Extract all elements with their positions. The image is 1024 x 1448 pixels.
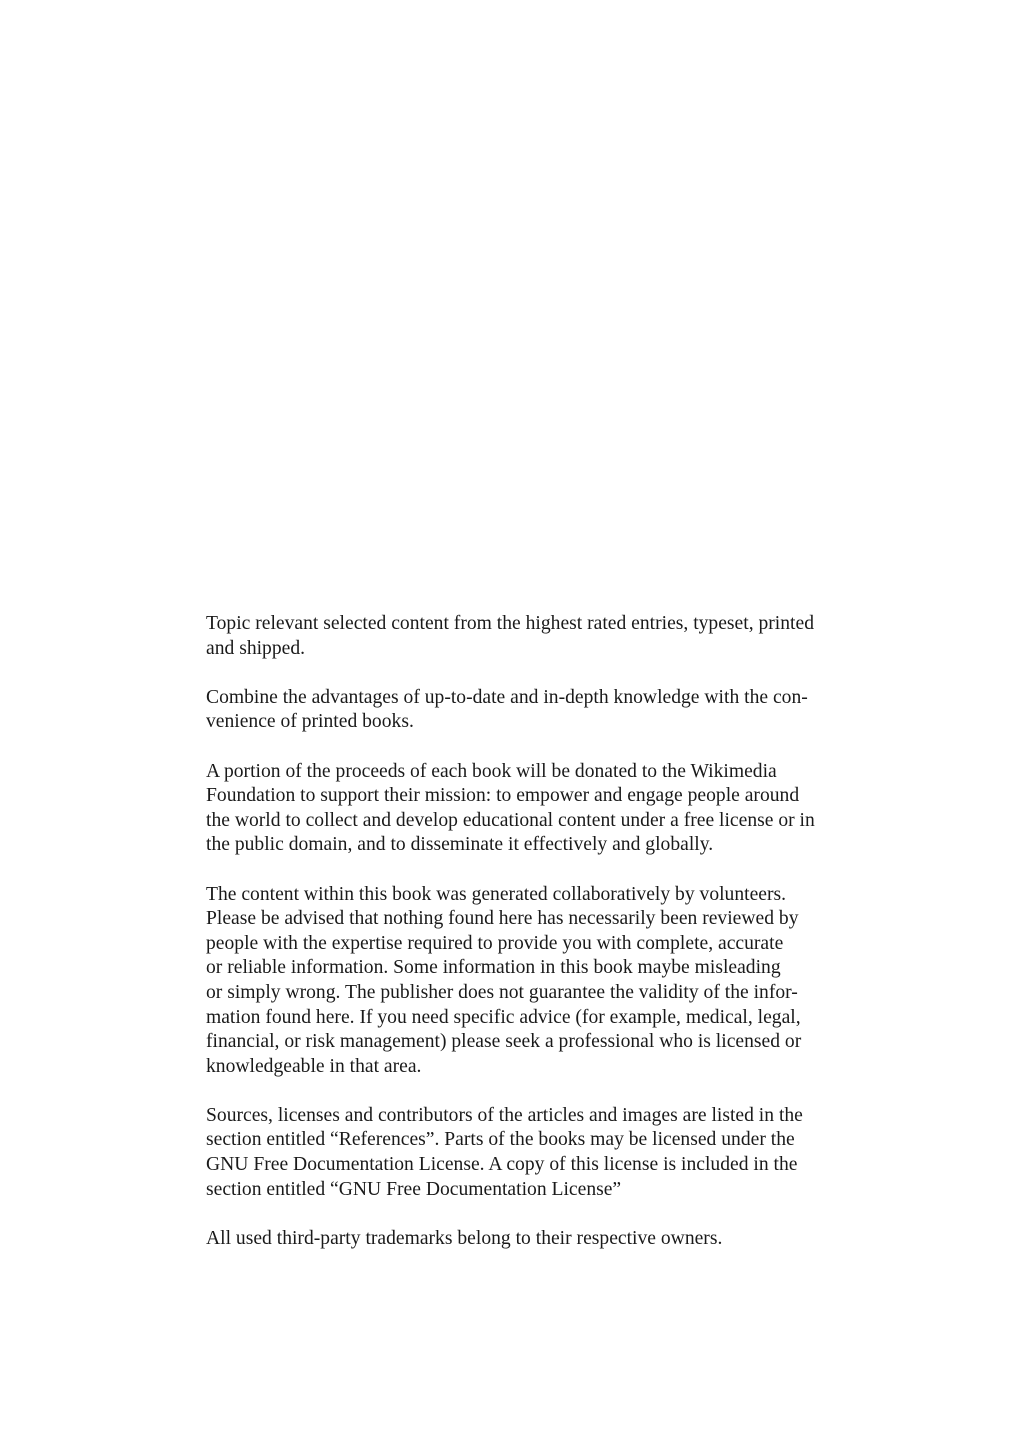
paragraph-sources — [206, 1104, 866, 1202]
text-line: section entitled “References”. Parts of the books may be licensed under the — [206, 1129, 795, 1151]
text-line: the world to collect and develop educational content under a free license or in — [206, 809, 815, 831]
text-line: The content within this book was generated collaboratively by volunteers. — [206, 883, 787, 905]
text-line: knowledgeable in that area. — [206, 1055, 422, 1077]
paragraph-trademarks — [206, 1227, 866, 1252]
text-line: Foundation to support their mission: to empower and engage people around — [206, 785, 800, 807]
text-line: Please be advised that nothing found here has necessarily been reviewed by — [206, 908, 799, 930]
paragraph-advantages — [206, 686, 866, 735]
text-line: people with the expertise required to provide you with complete, accurate — [206, 932, 784, 954]
text-line: and shipped. — [206, 637, 306, 659]
text-line: or reliable information. Some information in this book maybe misleading — [206, 957, 781, 979]
text-line: financial, or risk management) please seek a professional who is licensed or — [206, 1031, 802, 1053]
text-line: mation found here. If you need specific advice (for example, medical, legal, — [206, 1006, 801, 1028]
disclaimer-text-block — [206, 612, 866, 1276]
text-line: Combine the advantages of up-to-date and in-depth knowledge with the con- — [206, 686, 808, 708]
text-line: section entitled “GNU Free Documentation License” — [206, 1178, 622, 1200]
paragraph-intro — [206, 612, 866, 661]
text-line: or simply wrong. The publisher does not guarantee the validity of the infor- — [206, 981, 798, 1003]
text-line: the public domain, and to disseminate it effectively and globally. — [206, 834, 714, 856]
text-line: Topic relevant selected content from the highest rated entries, typeset, printed — [206, 613, 814, 634]
paragraph-donation — [206, 760, 866, 858]
text-line: A portion of the proceeds of each book will be donated to the Wikimedia — [206, 760, 777, 782]
text-line: All used third-party trademarks belong to their respective owners. — [206, 1227, 723, 1249]
text-line: venience of printed books. — [206, 711, 414, 733]
text-line: Sources, licenses and contributors of the articles and images are listed in the — [206, 1104, 803, 1126]
text-line: GNU Free Documentation License. A copy of this license is included in the — [206, 1154, 798, 1176]
paragraph-disclaimer — [206, 883, 866, 1080]
